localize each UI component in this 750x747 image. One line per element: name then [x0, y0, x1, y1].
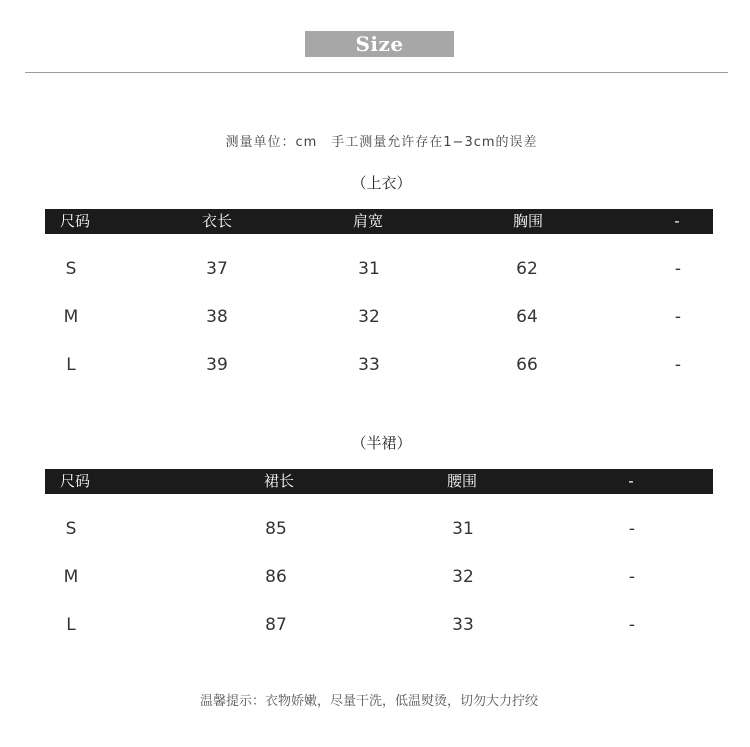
- skirt-header-size: 尺码: [59, 472, 91, 490]
- top-table-header: [45, 209, 713, 234]
- top-row-bust: 62: [516, 259, 538, 279]
- top-row-shoulder: 33: [358, 355, 380, 375]
- top-row-shoulder: 31: [358, 259, 380, 279]
- skirt-row-waist: 33: [452, 615, 474, 635]
- size-title: Size: [305, 31, 454, 57]
- skirt-row-size: L: [66, 615, 76, 635]
- skirt-row-length: 85: [265, 519, 287, 539]
- top-row-bust: 66: [516, 355, 538, 375]
- title-divider: [25, 72, 728, 73]
- skirt-row-extra: -: [628, 519, 636, 539]
- top-row-size: M: [63, 307, 79, 327]
- skirt-section-title: （半裙）: [351, 434, 412, 452]
- top-row-size: S: [65, 259, 77, 279]
- skirt-row-size: S: [65, 519, 77, 539]
- top-header-extra: -: [674, 212, 680, 230]
- skirt-header-length: 裙长: [263, 472, 295, 490]
- top-header-size: 尺码: [59, 212, 91, 230]
- skirt-row-waist: 32: [452, 567, 474, 587]
- skirt-row-length: 87: [265, 615, 287, 635]
- top-header-length: 衣长: [201, 212, 233, 230]
- skirt-row-length: 86: [265, 567, 287, 587]
- top-row-extra: -: [674, 307, 682, 327]
- top-header-bust: 胸围: [512, 212, 544, 230]
- top-row-size: L: [66, 355, 76, 375]
- top-row-shoulder: 32: [358, 307, 380, 327]
- measurement-note: 测量单位：cm 手工测量允许存在1−3cm的误差: [225, 135, 538, 150]
- skirt-header-extra: -: [628, 472, 634, 490]
- skirt-table-header: [45, 469, 713, 494]
- skirt-row-waist: 31: [452, 519, 474, 539]
- skirt-row-extra: -: [628, 567, 636, 587]
- skirt-row-size: M: [63, 567, 79, 587]
- top-row-extra: -: [674, 355, 682, 375]
- top-section-title: （上衣）: [351, 174, 412, 192]
- top-row-length: 37: [206, 259, 228, 279]
- top-header-shoulder: 肩宽: [352, 212, 384, 230]
- skirt-header-waist: 腰围: [446, 472, 478, 490]
- care-instructions: 温馨提示：衣物娇嫩，尽量干洗，低温熨烫，切勿大力拧绞: [199, 694, 538, 709]
- top-row-length: 38: [206, 307, 228, 327]
- top-row-extra: -: [674, 259, 682, 279]
- top-row-length: 39: [206, 355, 228, 375]
- top-row-bust: 64: [516, 307, 538, 327]
- skirt-row-extra: -: [628, 615, 636, 635]
